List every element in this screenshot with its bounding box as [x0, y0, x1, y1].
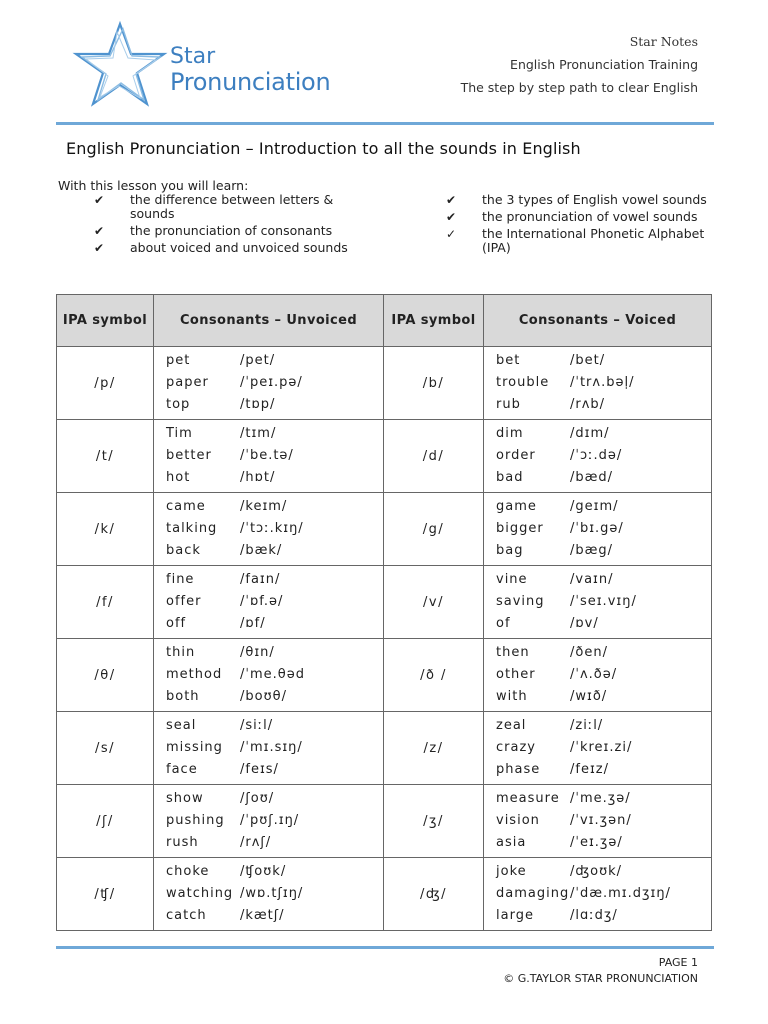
phonetic-transcription: /ˈeɪ.ʒə/ [570, 835, 623, 850]
example-word-line [496, 496, 711, 518]
ipa-symbol-cell: /k/ [57, 493, 154, 566]
example-word: crazy [496, 740, 536, 755]
ipa-symbol-cell: /f/ [57, 566, 154, 639]
list-item [94, 224, 364, 238]
phonetic-transcription: /ziːl/ [570, 718, 604, 733]
example-word-line [496, 394, 711, 416]
list-item-text: the difference between letters & sounds [130, 192, 334, 221]
example-words-cell [154, 420, 384, 493]
phonetic-transcription: /vaɪn/ [570, 572, 614, 587]
example-word: fine [166, 572, 195, 587]
example-word: saving [496, 594, 545, 609]
example-words-cell [154, 639, 384, 712]
phonetic-transcription: /kætʃ/ [240, 908, 285, 923]
phonetic-transcription: /tɪm/ [240, 426, 277, 441]
example-word-line [496, 569, 711, 591]
bottom-divider [56, 946, 714, 949]
phonetic-transcription: /dɪm/ [570, 426, 610, 441]
brand-name: Star Notes [629, 34, 698, 49]
col-header-ipa-voiced: IPA symbol [384, 295, 484, 347]
phonetic-transcription: /rʌʃ/ [240, 835, 272, 850]
example-word: phase [496, 762, 541, 777]
example-word-line [166, 664, 383, 686]
phonetic-transcription: /wɒ.tʃɪŋ/ [240, 886, 304, 901]
example-word: bigger [496, 521, 544, 536]
example-word-line [496, 591, 711, 613]
example-words-cell [154, 858, 384, 931]
phonetic-transcription: /faɪn/ [240, 572, 281, 587]
example-word: both [166, 689, 200, 704]
example-words-cell [154, 785, 384, 858]
example-word: seal [166, 718, 197, 733]
list-item-text: the pronunciation of vowel sounds [482, 209, 698, 224]
example-word: show [166, 791, 204, 806]
example-word: then [496, 645, 530, 660]
example-word: joke [496, 864, 527, 879]
example-word: trouble [496, 375, 550, 390]
phonetic-transcription: /feɪs/ [240, 762, 279, 777]
example-word-line [166, 715, 383, 737]
example-word: zeal [496, 718, 527, 733]
phonetic-transcription: /ˈkreɪ.zi/ [570, 740, 633, 755]
example-word: thin [166, 645, 196, 660]
lesson-intro: With this lesson you will learn: [58, 178, 249, 193]
example-word-line [166, 569, 383, 591]
example-word-line [496, 350, 711, 372]
example-word-line [166, 905, 383, 927]
phonetic-transcription: /siːl/ [240, 718, 274, 733]
example-word-line [166, 759, 383, 781]
learn-list-right [446, 193, 716, 258]
example-word: damaging [496, 886, 570, 901]
example-word: watching [166, 886, 234, 901]
example-word-line [166, 883, 383, 905]
example-word-line [166, 467, 383, 489]
ipa-symbol-cell: /v/ [384, 566, 484, 639]
example-word-line [166, 788, 383, 810]
example-word: face [166, 762, 198, 777]
example-word-line [166, 372, 383, 394]
example-words-cell [484, 858, 712, 931]
list-item-text: the International Phonetic Alphabet (IPA) [482, 226, 705, 255]
phonetic-transcription: /ʤoʊk/ [570, 864, 623, 879]
list-item [94, 193, 364, 221]
phonetic-transcription: /ˈdæ.mɪ.dʒɪŋ/ [570, 886, 671, 901]
example-word-line [166, 445, 383, 467]
ipa-symbol-cell: /t/ [57, 420, 154, 493]
example-words-cell [154, 566, 384, 639]
example-word: rub [496, 397, 521, 412]
example-word-line [496, 423, 711, 445]
example-word: catch [166, 908, 207, 923]
example-word: hot [166, 470, 191, 485]
phonetic-transcription: /bet/ [570, 353, 606, 368]
table-header-row [57, 295, 712, 347]
header-subtitle: English Pronunciation Training [510, 57, 698, 72]
list-item [94, 241, 364, 255]
example-word-line [496, 372, 711, 394]
table-row [57, 785, 712, 858]
table-row [57, 347, 712, 420]
list-item-text: the 3 types of English vowel sounds [482, 192, 707, 207]
page-number: PAGE 1 [658, 956, 698, 969]
ipa-symbol-cell: /b/ [384, 347, 484, 420]
example-word: choke [166, 864, 210, 879]
checkmark-icon: ✓ [446, 227, 457, 241]
example-word-line [166, 496, 383, 518]
example-word: better [166, 448, 212, 463]
star-pronunciation-logo [70, 20, 340, 110]
example-word: of [496, 616, 511, 631]
example-word-line [496, 759, 711, 781]
phonetic-transcription: /geɪm/ [570, 499, 619, 514]
consonants-table [56, 294, 712, 931]
example-word-line [496, 540, 711, 562]
example-words-cell [484, 639, 712, 712]
phonetic-transcription: /ˈtɔː.kɪŋ/ [240, 521, 304, 536]
example-word-line [496, 861, 711, 883]
ipa-symbol-cell: /p/ [57, 347, 154, 420]
phonetic-transcription: /ˈseɪ.vɪŋ/ [570, 594, 637, 609]
example-word-line [496, 788, 711, 810]
ipa-symbol-cell: /z/ [384, 712, 484, 785]
ipa-symbol-cell: /ʧ/ [57, 858, 154, 931]
phonetic-transcription: /rʌb/ [570, 397, 606, 412]
list-item [446, 210, 716, 224]
list-item-text: the pronunciation of consonants [130, 223, 333, 238]
example-word-line [166, 642, 383, 664]
table-row [57, 639, 712, 712]
copyright: © G.TAYLOR STAR PRONUNCIATION [503, 972, 698, 985]
table-row [57, 493, 712, 566]
ipa-symbol-cell: /ð / [384, 639, 484, 712]
example-word: bag [496, 543, 524, 558]
example-word: came [166, 499, 206, 514]
example-word: vision [496, 813, 540, 828]
example-word: measure [496, 791, 560, 806]
example-word-line [496, 737, 711, 759]
learn-list-left [94, 193, 364, 258]
example-word: vine [496, 572, 528, 587]
example-word-line [166, 737, 383, 759]
example-words-cell [484, 493, 712, 566]
example-words-cell [154, 493, 384, 566]
example-word: offer [166, 594, 202, 609]
example-word-line [166, 540, 383, 562]
checkmark-icon: ✔ [446, 193, 457, 207]
ipa-symbol-cell: /ʒ/ [384, 785, 484, 858]
logo-word-pronunciation: Pronunciation [170, 68, 331, 96]
phonetic-transcription: /ˈme.ʒə/ [570, 791, 631, 806]
example-word: back [166, 543, 201, 558]
example-words-cell [484, 420, 712, 493]
table-row [57, 858, 712, 931]
phonetic-transcription: /ˈpʊʃ.ɪŋ/ [240, 813, 300, 828]
example-word: other [496, 667, 536, 682]
example-words-cell [154, 347, 384, 420]
col-header-unvoiced: Consonants – Unvoiced [154, 295, 384, 347]
phonetic-transcription: /ˈtrʌ.bəl̩/ [570, 375, 635, 390]
ipa-symbol-cell: /θ/ [57, 639, 154, 712]
example-word: Tim [166, 426, 193, 441]
phonetic-transcription: /lɑːdʒ/ [570, 908, 618, 923]
example-word-line [496, 905, 711, 927]
example-word-line [166, 686, 383, 708]
ipa-symbol-cell: /ʃ/ [57, 785, 154, 858]
checkmark-icon: ✔ [94, 241, 105, 255]
top-divider [56, 122, 714, 125]
table-row [57, 420, 712, 493]
phonetic-transcription: /bæd/ [570, 470, 614, 485]
example-word-line [496, 883, 711, 905]
checkmark-icon: ✔ [94, 193, 105, 207]
example-word: asia [496, 835, 527, 850]
example-words-cell [484, 712, 712, 785]
example-word-line [496, 445, 711, 467]
page-title: English Pronunciation – Introduction to all the sounds in English [66, 139, 581, 158]
example-word-line [166, 518, 383, 540]
phonetic-transcription: /ɒv/ [570, 616, 599, 631]
example-words-cell [484, 566, 712, 639]
example-words-cell [154, 712, 384, 785]
phonetic-transcription: /ʃoʊ/ [240, 791, 275, 806]
example-word-line [496, 832, 711, 854]
example-word-line [166, 832, 383, 854]
header-info [461, 34, 698, 103]
example-word-line [496, 664, 711, 686]
example-word: talking [166, 521, 218, 536]
example-word: order [496, 448, 536, 463]
phonetic-transcription: /ðen/ [570, 645, 608, 660]
example-word: rush [166, 835, 199, 850]
example-word-line [496, 810, 711, 832]
example-word-line [496, 613, 711, 635]
example-word-line [166, 423, 383, 445]
example-word-line [496, 686, 711, 708]
example-word-line [496, 642, 711, 664]
phonetic-transcription: /ˈɒf.ə/ [240, 594, 284, 609]
phonetic-transcription: /ˈpeɪ.pə/ [240, 375, 303, 390]
phonetic-transcription: /ˈme.θəd [240, 667, 305, 682]
example-word: large [496, 908, 534, 923]
example-word: top [166, 397, 191, 412]
example-word: pushing [166, 813, 225, 828]
example-words-cell [484, 785, 712, 858]
phonetic-transcription: /wɪð/ [570, 689, 608, 704]
example-word-line [496, 518, 711, 540]
example-word: pet [166, 353, 191, 368]
phonetic-transcription: /ˈvɪ.ʒən/ [570, 813, 632, 828]
table-row [57, 712, 712, 785]
phonetic-transcription: /tɒp/ [240, 397, 276, 412]
col-header-ipa-unvoiced: IPA symbol [57, 295, 154, 347]
example-word-line [166, 613, 383, 635]
header-tagline: The step by step path to clear English [460, 80, 698, 95]
phonetic-transcription: /feɪz/ [570, 762, 609, 777]
example-word-line [166, 394, 383, 416]
phonetic-transcription: /ˈbe.tə/ [240, 448, 294, 463]
phonetic-transcription: /ʧoʊk/ [240, 864, 287, 879]
example-word: with [496, 689, 528, 704]
star-icon [70, 20, 170, 110]
example-word-line [166, 861, 383, 883]
phonetic-transcription: /ˈmɪ.sɪŋ/ [240, 740, 303, 755]
phonetic-transcription: /ˈʌ.ðə/ [570, 667, 618, 682]
example-word: bad [496, 470, 524, 485]
phonetic-transcription: /ˈbɪ.gə/ [570, 521, 624, 536]
example-word: off [166, 616, 187, 631]
col-header-voiced: Consonants – Voiced [484, 295, 712, 347]
ipa-symbol-cell: /ʤ/ [384, 858, 484, 931]
phonetic-transcription: /boʊθ/ [240, 689, 287, 704]
page-footer [503, 955, 698, 987]
list-item [446, 227, 716, 255]
ipa-symbol-cell: /g/ [384, 493, 484, 566]
example-word-line [496, 467, 711, 489]
list-item [446, 193, 716, 207]
phonetic-transcription: /bæk/ [240, 543, 283, 558]
phonetic-transcription: /pet/ [240, 353, 276, 368]
example-word-line [166, 810, 383, 832]
phonetic-transcription: /keɪm/ [240, 499, 288, 514]
phonetic-transcription: /bæg/ [570, 543, 614, 558]
ipa-symbol-cell: /d/ [384, 420, 484, 493]
list-item-text: about voiced and unvoiced sounds [130, 240, 348, 255]
example-word: bet [496, 353, 521, 368]
example-word: dim [496, 426, 524, 441]
example-word: paper [166, 375, 209, 390]
ipa-symbol-cell: /s/ [57, 712, 154, 785]
example-words-cell [484, 347, 712, 420]
example-word-line [166, 591, 383, 613]
phonetic-transcription: /hɒt/ [240, 470, 276, 485]
example-word: game [496, 499, 537, 514]
checkmark-icon: ✔ [446, 210, 457, 224]
example-word: missing [166, 740, 223, 755]
logo-word-star: Star [170, 44, 216, 69]
phonetic-transcription: /ˈɔː.də/ [570, 448, 623, 463]
phonetic-transcription: /θɪn/ [240, 645, 275, 660]
phonetic-transcription: /ɒf/ [240, 616, 266, 631]
example-word: method [166, 667, 223, 682]
checkmark-icon: ✔ [94, 224, 105, 238]
example-word-line [496, 715, 711, 737]
example-word-line [166, 350, 383, 372]
table-row [57, 566, 712, 639]
